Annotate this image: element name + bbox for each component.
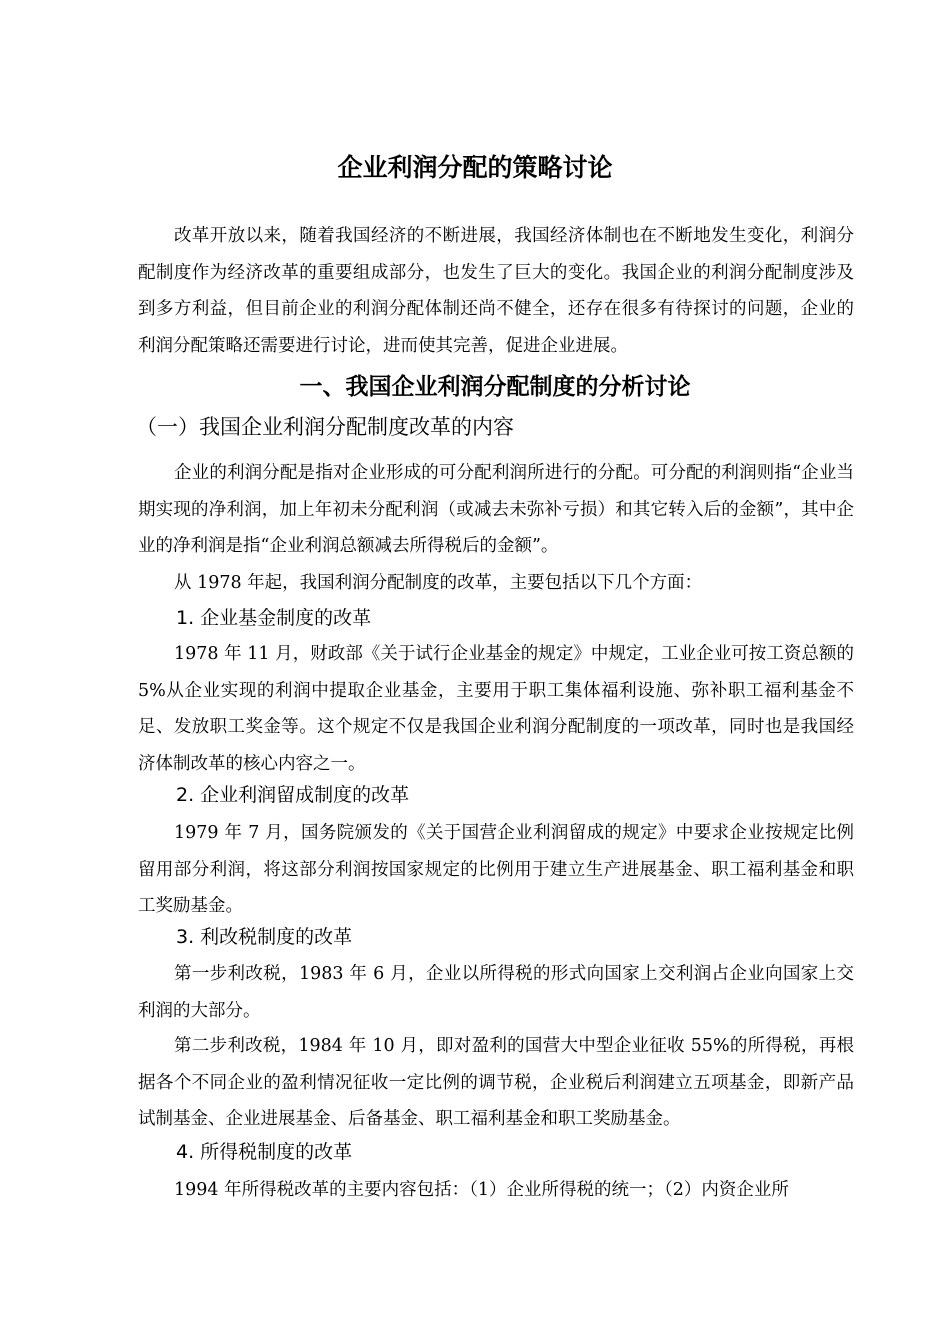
reform-intro-paragraph: 从 1978 年起，我国利润分配制度的改革，主要包括以下几个方面：	[174, 573, 703, 593]
item-paragraph-3a: 第一步利改税，1983 年 6 月，企业以所得税的形式向国家上交利润占企业向国家上交利润的大部分。	[138, 964, 854, 1021]
section-heading: 一、我国企业利润分配制度的分析讨论	[299, 374, 691, 400]
item-heading-3: 3. 利改税制度的改革	[176, 926, 353, 948]
intro-paragraph: 改革开放以来，随着我国经济的不断进展，我国经济体制也在不断地发生变化，利润分配制度作为经济改革的重要组成部分，也发生了巨大的变化。我国企业的利润分配制度涉及到多方利益，但目前企业的利润分配体制还尚不健全，还存在很多有待探讨的问题，企业的利润分配策略还需要进行讨论，进而使其完善，促进企业进展。	[138, 226, 854, 356]
item-heading-1: 1. 企业基金制度的改革	[176, 607, 372, 629]
item-heading-4: 4. 所得税制度的改革	[176, 1141, 353, 1163]
item-heading-2: 2. 企业利润留成制度的改革	[176, 784, 410, 806]
item-paragraph-1: 1978 年 11 月，财政部《关于试行企业基金的规定》中规定，工业企业可按工资总额的 5%从企业实现的利润中提取企业基金，主要用于职工集体福利设施、弥补职工福利基金不足、发放职工奖金等。这个规定不仅是我国企业利润分配制度的一项改革，同时也是我国经济体制改革的核心内容之一。	[138, 644, 854, 774]
item-paragraph-4: 1994 年所得税改革的主要内容包括：（1）企业所得税的统一；（2）内资企业所	[174, 1180, 789, 1200]
item-paragraph-2: 1979 年 7 月，国务院颁发的《关于国营企业利润留成的规定》中要求企业按规定比例留用部分利润，将这部分利润按国家规定的比例用于建立生产进展基金、职工福利基金和职工奖励基金。	[138, 823, 854, 916]
item-paragraph-3b: 第二步利改税，1984 年 10 月，即对盈利的国营大中型企业征收 55%的所得税，再根据各个不同企业的盈利情况征收一定比例的调节税，企业税后利润建立五项基金，即新产品试制基金、企业进展基金、后备基金、职工福利基金和职工奖励基金。	[138, 1036, 854, 1129]
definition-paragraph: 企业的利润分配是指对企业形成的可分配利润所进行的分配。可分配的利润则指“企业当期实现的净利润，加上年初未分配利润（或减去未弥补亏损）和其它转入后的金额”，其中企业的净利润是指“企业利润总额减去所得税后的金额”。	[138, 463, 854, 556]
subsection-heading: （一）我国企业利润分配制度改革的内容	[136, 415, 514, 439]
document-title: 企业利润分配的策略讨论	[337, 153, 613, 182]
